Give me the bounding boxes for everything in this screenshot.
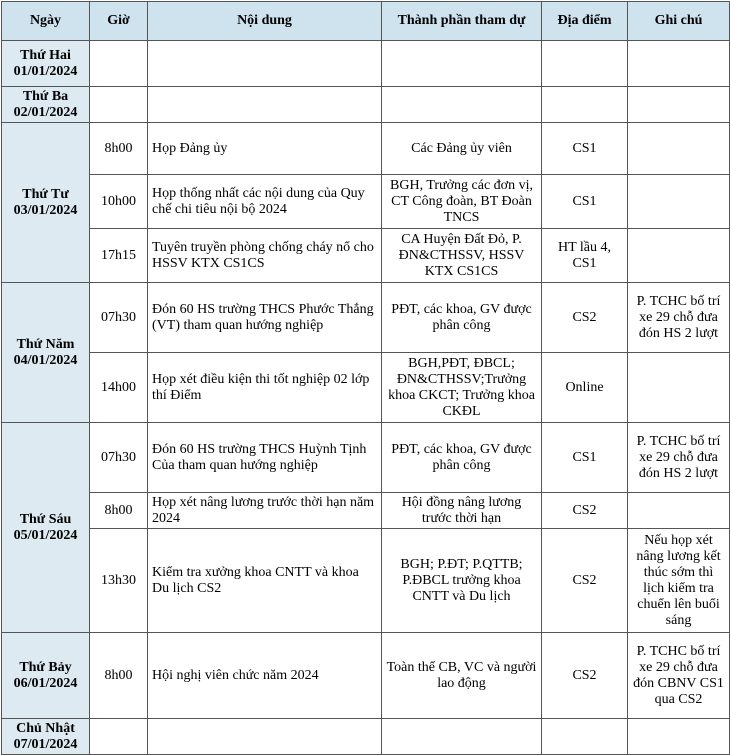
day-name: Thứ Hai	[20, 47, 71, 63]
header-content: Nội dung	[148, 2, 382, 41]
header-location: Địa điểm	[542, 2, 628, 41]
event-note	[628, 175, 730, 229]
event-location: CS1	[542, 175, 628, 229]
event-content: Họp xét điều kiện thi tốt nghiệp 02 lớp thí Điểm	[148, 353, 382, 423]
event-time: 17h15	[90, 229, 148, 283]
day-cell-friday	[2, 423, 90, 633]
day-date: 07/01/2024	[13, 736, 78, 752]
table-row	[2, 719, 730, 755]
table-row	[2, 229, 730, 283]
table-row	[2, 493, 730, 529]
header-time: Giờ	[90, 2, 148, 41]
day-cell-tuesday	[2, 87, 90, 123]
header-note: Ghi chú	[628, 2, 730, 41]
event-time: 07h30	[90, 423, 148, 493]
event-time: 13h30	[90, 529, 148, 633]
day-date: 05/01/2024	[13, 527, 78, 543]
event-location: CS2	[542, 283, 628, 353]
event-participants: BGH; P.ĐT; P.QTTB; P.ĐBCL trưởng khoa CNTT và Du lịch	[382, 529, 542, 633]
event-participants: BGH,PĐT, ĐBCL; ĐN&CTHSSV;Trưởng khoa CKCT; Trưởng khoa CKĐL	[382, 353, 542, 423]
table-row	[2, 175, 730, 229]
event-content: Đón 60 HS trường THCS Phước Thắng (VT) tham quan hướng nghiệp	[148, 283, 382, 353]
day-date: 06/01/2024	[13, 675, 78, 691]
day-cell-monday	[2, 41, 90, 87]
day-cell-wednesday	[2, 123, 90, 283]
event-note	[628, 493, 730, 529]
event-participants: Toàn thể CB, VC và người lao động	[382, 633, 542, 719]
table-row	[2, 423, 730, 493]
day-date: 01/01/2024	[13, 63, 78, 79]
table-row	[2, 353, 730, 423]
event-content: Đón 60 HS trường THCS Huỳnh Tịnh Của tham quan hướng nghiệp	[148, 423, 382, 493]
event-location: CS1	[542, 423, 628, 493]
table-row	[2, 41, 730, 87]
schedule-table	[1, 1, 730, 755]
table-row	[2, 123, 730, 175]
event-content: Tuyên truyền phòng chống cháy nổ cho HSSV KTX CS1CS	[148, 229, 382, 283]
day-cell-saturday	[2, 633, 90, 719]
day-name: Thứ Bảy	[19, 659, 72, 675]
day-cell-thursday	[2, 283, 90, 423]
event-participants: Hội đồng nâng lương trước thời hạn	[382, 493, 542, 529]
event-participants: PĐT, các khoa, GV được phân công	[382, 283, 542, 353]
event-note: P. TCHC bố trí xe 29 chỗ đưa đón HS 2 lượt	[628, 283, 730, 353]
event-location: CS2	[542, 493, 628, 529]
event-participants: PĐT, các khoa, GV được phân công	[382, 423, 542, 493]
event-note: P. TCHC bố trí xe 29 chỗ đưa đón CBNV CS1 qua CS2	[628, 633, 730, 719]
event-participants: Các Đảng ủy viên	[382, 123, 542, 175]
event-participants: CA Huyện Đất Đỏ, P. ĐN&CTHSSV, HSSV KTX CS1CS	[382, 229, 542, 283]
event-content: Kiểm tra xưởng khoa CNTT và khoa Du lịch CS2	[148, 529, 382, 633]
table-row	[2, 633, 730, 719]
event-time: 07h30	[90, 283, 148, 353]
day-date: 02/01/2024	[13, 104, 78, 120]
event-content: Họp xét nâng lương trước thời hạn năm 2024	[148, 493, 382, 529]
event-location: CS1	[542, 123, 628, 175]
event-note	[628, 229, 730, 283]
event-note	[628, 123, 730, 175]
event-time: 8h00	[90, 123, 148, 175]
table-row	[2, 283, 730, 353]
day-name: Thứ Năm	[16, 336, 75, 352]
event-content: Hội nghị viên chức năm 2024	[148, 633, 382, 719]
day-name: Chủ Nhật	[16, 720, 75, 736]
day-name: Thứ Ba	[22, 88, 69, 104]
event-time: 8h00	[90, 633, 148, 719]
event-time: 8h00	[90, 493, 148, 529]
table-row	[2, 87, 730, 123]
event-time: 14h00	[90, 353, 148, 423]
event-note: P. TCHC bố trí xe 29 chỗ đưa đón HS 2 lượt	[628, 423, 730, 493]
event-note: Nếu họp xét nâng lương kết thúc sớm thì lịch kiểm tra chuển lên buổi sáng	[628, 529, 730, 633]
event-time: 10h00	[90, 175, 148, 229]
day-date: 04/01/2024	[13, 352, 78, 368]
day-date: 03/01/2024	[13, 202, 78, 218]
event-location: CS2	[542, 529, 628, 633]
header-row	[2, 2, 730, 41]
day-name: Thứ Tư	[22, 186, 69, 202]
day-cell-sunday	[2, 719, 90, 755]
table-row	[2, 529, 730, 633]
event-content: Họp Đảng ủy	[148, 123, 382, 175]
event-location: Online	[542, 353, 628, 423]
header-participants: Thành phần tham dự	[382, 2, 542, 41]
event-content: Họp thống nhất các nội dung của Quy chế chi tiêu nội bộ 2024	[148, 175, 382, 229]
header-day: Ngày	[2, 2, 90, 41]
event-note	[628, 353, 730, 423]
event-participants: BGH, Trưởng các đơn vị, CT Công đoàn, BT Đoàn TNCS	[382, 175, 542, 229]
event-location: HT lầu 4, CS1	[542, 229, 628, 283]
day-name: Thứ Sáu	[19, 511, 72, 527]
event-location: CS2	[542, 633, 628, 719]
